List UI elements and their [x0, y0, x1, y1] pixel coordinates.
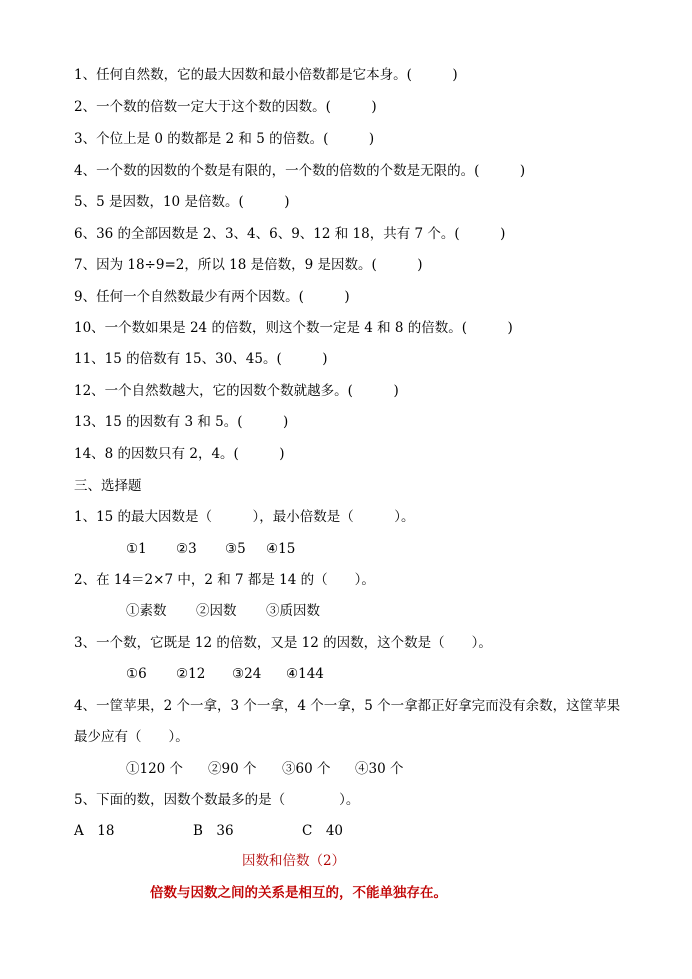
- choice-option: ①素数: [126, 603, 167, 619]
- judge-item-14: 14、8 的因数只有 2，4。( ): [74, 446, 285, 462]
- judge-item-6: 6、36 的全部因数是 2、3、4、6、9、12 和 18，共有 7 个。( ): [74, 226, 506, 242]
- choice-option: ②因数: [196, 603, 237, 619]
- choice-option: ④15: [266, 541, 296, 557]
- judge-item-11: 11、15 的倍数有 15、30、45。( ): [74, 351, 328, 367]
- choice-option: ③60 个: [282, 761, 331, 777]
- judge-item-5: 5、5 是因数，10 是倍数。( ): [74, 194, 290, 210]
- section-heading: 三、选择题: [74, 478, 142, 494]
- choice-option: A 18: [74, 823, 115, 839]
- judge-item-13: 13、15 的因数有 3 和 5。( ): [74, 414, 289, 430]
- choice-option: ①6: [126, 666, 147, 682]
- choice-question-5: 5、下面的数，因数个数最多的是（ ）。: [74, 792, 360, 808]
- key-note: 倍数与因数之间的关系是相互的，不能单独存在。: [150, 885, 447, 901]
- judge-item-10: 10、一个数如果是 24 的倍数，则这个数一定是 4 和 8 的倍数。( ): [74, 320, 513, 336]
- choice-option: ③5: [225, 541, 246, 557]
- judge-item-2: 2、一个数的倍数一定大于这个数的因数。( ): [74, 99, 377, 115]
- choice-option: ④30 个: [355, 761, 404, 777]
- choice-option: ③质因数: [266, 603, 320, 619]
- choice-question-2: 2、在 14＝2×7 中，2 和 7 都是 14 的（ ）。: [74, 572, 375, 588]
- choice-option: B 36: [193, 823, 234, 839]
- judge-item-9: 9、任何一个自然数最少有两个因数。( ): [74, 289, 350, 305]
- choice-option: C 40: [302, 823, 344, 839]
- choice-option: ③24: [232, 666, 262, 682]
- choice-option: ②90 个: [208, 761, 257, 777]
- judge-item-1: 1、任何自然数，它的最大因数和最小倍数都是它本身。( ): [74, 67, 458, 83]
- choice-option: ①1: [126, 541, 147, 557]
- choice-option: ①120 个: [126, 761, 184, 777]
- judge-item-3: 3、个位上是 0 的数都是 2 和 5 的倍数。( ): [74, 131, 375, 147]
- choice-option: ④144: [286, 666, 324, 682]
- choice-option: ②12: [176, 666, 206, 682]
- choice-question-4-line-1: 4、一筐苹果，2 个一拿，3 个一拿，4 个一拿，5 个一拿都正好拿完而没有余数，这筐苹果: [74, 698, 621, 714]
- judge-item-12: 12、一个自然数越大，它的因数个数就越多。( ): [74, 383, 399, 399]
- judge-item-7: 7、因为 18÷9=2，所以 18 是倍数，9 是因数。( ): [74, 257, 423, 273]
- choice-question-1: 1、15 的最大因数是（ ），最小倍数是（ ）。: [74, 509, 415, 525]
- choice-question-4-line-2: 最少应有（ ）。: [74, 729, 189, 745]
- unit-title: 因数和倍数（2）: [242, 853, 346, 869]
- choice-question-3: 3、一个数，它既是 12 的倍数，又是 12 的因数，这个数是（ ）。: [74, 635, 492, 651]
- judge-item-4: 4、一个数的因数的个数是有限的，一个数的倍数的个数是无限的。( ): [74, 163, 526, 179]
- choice-option: ②3: [176, 541, 197, 557]
